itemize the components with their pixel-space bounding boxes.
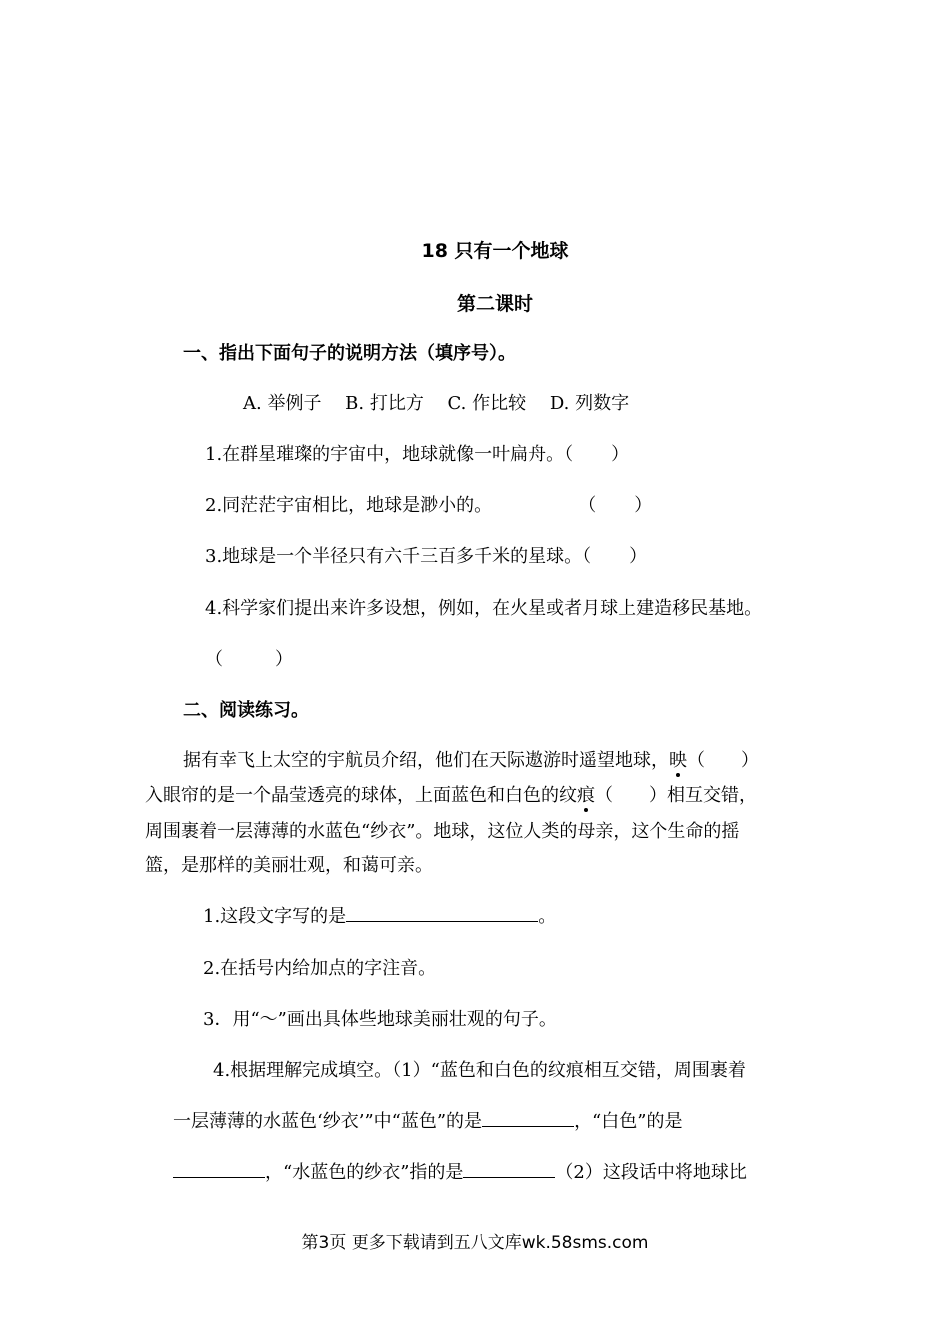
passage-line-2 — [145, 781, 757, 807]
paren-open: （ — [578, 495, 597, 516]
question-1-text: 1.在群星璀璨的宇宙中，地球就像一叶扁舟。 — [205, 444, 565, 465]
reading-question-2: 2.在括号内给加点的字注音。 — [203, 958, 437, 979]
question-2-text: 2.同茫茫宇宙相比，地球是渺小的。 — [205, 495, 493, 516]
answer-blank[interactable] — [482, 1108, 574, 1127]
page-title: 18 只有一个地球 — [421, 240, 569, 262]
question-text: ，“水蓝色的纱衣”指的是 — [265, 1162, 464, 1183]
answer-blank[interactable] — [346, 903, 538, 922]
reading-question-1-text: 1.这段文字写的是 — [203, 906, 347, 927]
question-1 — [205, 440, 629, 466]
passage-line-1 — [183, 746, 759, 772]
reading-question-4-line-1: 4.根据理解完成填空。（1）“蓝色和白色的纹痕相互交错，周围裹着 — [213, 1060, 746, 1081]
options-line: A. 举例子 B. 打比方 C. 作比较 D. 列数字 — [243, 393, 630, 414]
question-4-answer — [205, 645, 293, 671]
question-3 — [205, 542, 647, 568]
passage-text: （ ） — [687, 750, 759, 771]
question-3-text: 3.地球是一个半径只有六千三百多千米的星球。 — [205, 546, 583, 567]
paren-close: ） — [611, 444, 630, 465]
passage-line-3: 周围裹着一层薄薄的水蓝色“纱衣”。地球，这位人类的母亲，这个生命的摇 — [145, 821, 740, 842]
passage-line-4: 篮，是那样的美丽壮观，和蔼可亲。 — [145, 855, 433, 876]
reading-question-1-end: 。 — [538, 906, 557, 927]
reading-question-4-line-3 — [173, 1158, 747, 1184]
question-4: 4.科学家们提出来许多设想，例如，在火星或者月球上建造移民基地。 — [205, 598, 763, 619]
page-footer: 第3页 更多下载请到五八文库wk.58sms.com — [301, 1233, 649, 1253]
paren-open: （ — [564, 444, 574, 465]
paren-open: （ — [205, 649, 223, 670]
paren-open: （ — [582, 546, 592, 567]
reading-question-4-line-2 — [173, 1107, 682, 1133]
passage-text: 据有幸飞上太空的宇航员介绍，他们在天际遨游时遥望地球， — [183, 750, 669, 771]
question-text: 一层薄薄的水蓝色‘纱衣’”中“蓝色”的是 — [173, 1111, 483, 1132]
paren-close: ） — [275, 649, 293, 670]
answer-blank[interactable] — [173, 1159, 265, 1178]
reading-question-1 — [203, 902, 556, 928]
question-2 — [205, 491, 652, 517]
question-text: ，“白色”的是 — [574, 1111, 683, 1132]
dotted-char: 痕 — [577, 785, 595, 806]
dotted-char: 映 — [669, 750, 687, 771]
passage-text: （ ）相互交错， — [595, 785, 757, 806]
section2-heading: 二、阅读练习。 — [183, 700, 309, 721]
paren-close: ） — [629, 546, 648, 567]
page-subtitle: 第二课时 — [456, 293, 533, 315]
reading-question-3: 3．用“～”画出具体些地球美丽壮观的句子。 — [203, 1009, 557, 1030]
question-text: （2）这段话中将地球比 — [555, 1162, 747, 1183]
answer-blank[interactable] — [463, 1159, 555, 1178]
section1-heading: 一、指出下面句子的说明方法（填序号）。 — [183, 343, 516, 364]
paren-close: ） — [634, 495, 653, 516]
passage-text: 入眼帘的是一个晶莹透亮的球体，上面蓝色和白色的纹 — [145, 785, 577, 806]
